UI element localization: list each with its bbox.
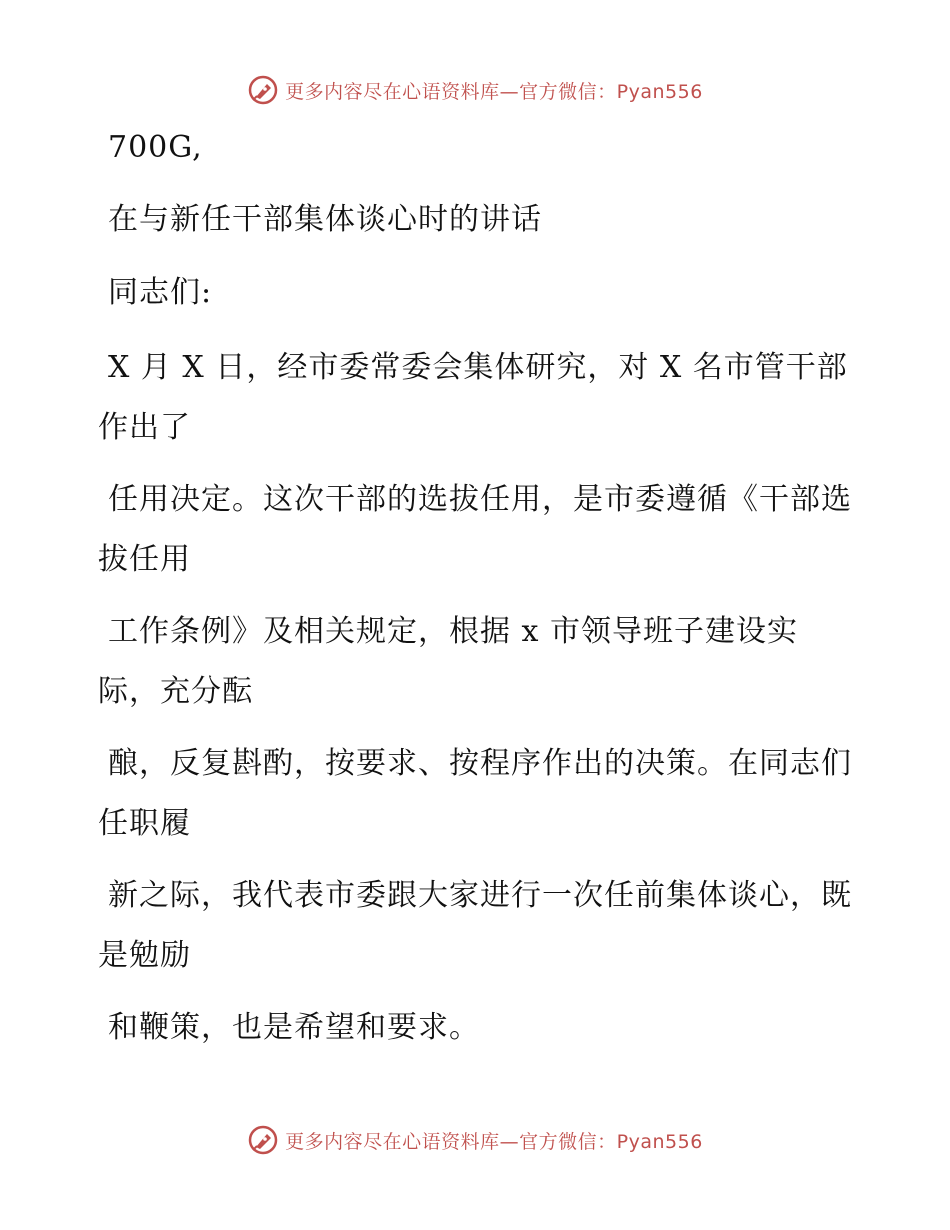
salutation: 同志们: xyxy=(108,275,213,310)
header-banner-text: 更多内容尽在心语资料库—官方微信：Pyan556 xyxy=(285,80,703,103)
paragraph-7: 酿，反复斟酌，按要求、按程序作出的决策。在同志们任职履 xyxy=(98,746,852,841)
paragraph-4: X 月 X 日，经市委常委会集体研究，对 X 名市管干部作出了 xyxy=(98,350,848,445)
paragraph-1: 700G, xyxy=(108,130,203,165)
paragraph-9: 和鞭策，也是希望和要求。 xyxy=(108,1010,480,1045)
paragraph-8: 新之际，我代表市委跟大家进行一次任前集体谈心，既是勉励 xyxy=(98,878,852,973)
page-footer-banner xyxy=(0,1120,950,1160)
document-title: 在与新任干部集体谈心时的讲话 xyxy=(108,202,542,237)
paragraph-5: 任用决定。这次干部的选拔任用，是市委遵循《干部选拔任用 xyxy=(98,482,852,577)
paragraph-6: 工作条例》及相关规定，根据 x 市领导班子建设实际，充分酝 xyxy=(98,614,798,709)
footer-banner-text: 更多内容尽在心语资料库—官方微信：Pyan556 xyxy=(285,1130,703,1153)
pen-nib-logo-icon xyxy=(247,1124,279,1156)
